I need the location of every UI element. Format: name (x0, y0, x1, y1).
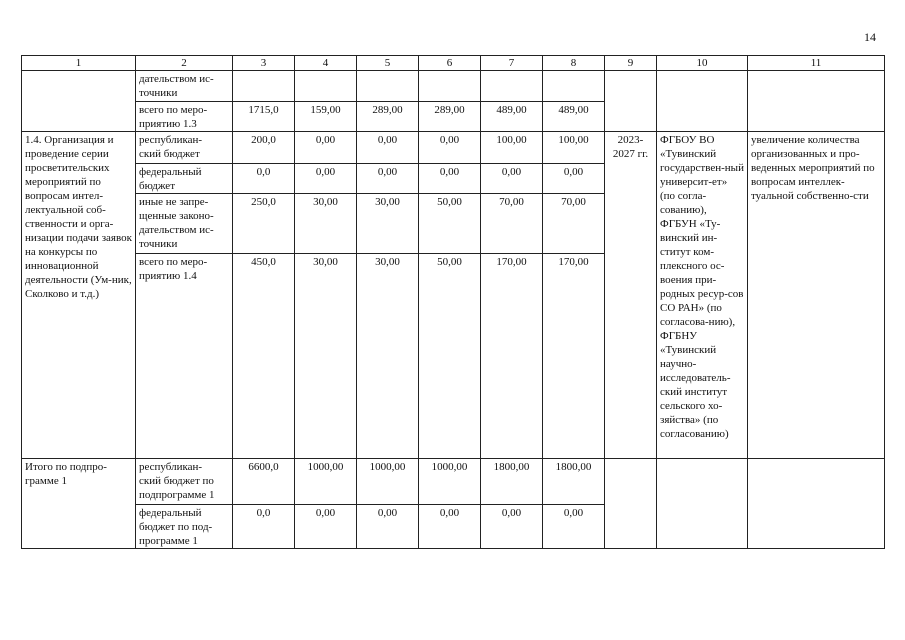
value-cell (419, 71, 481, 102)
value-cell: 50,00 (419, 254, 481, 459)
event-name-cell (22, 71, 136, 132)
value-cell (233, 71, 295, 102)
value-cell: 170,00 (543, 254, 605, 459)
header-cell: 11 (748, 56, 885, 71)
header-cell: 10 (657, 56, 748, 71)
value-cell: 100,00 (543, 132, 605, 164)
value-cell: 1800,00 (481, 459, 543, 505)
result-cell (748, 71, 885, 132)
value-cell: 0,00 (419, 164, 481, 194)
value-cell: 1000,00 (357, 459, 419, 505)
value-cell: 1715,0 (233, 102, 295, 132)
period-cell: 2023- 2027 гг. (605, 132, 657, 459)
value-cell: 1000,00 (419, 459, 481, 505)
header-cell: 3 (233, 56, 295, 71)
value-cell: 0,00 (481, 164, 543, 194)
header-cell: 5 (357, 56, 419, 71)
value-cell: 70,00 (481, 194, 543, 254)
header-cell: 1 (22, 56, 136, 71)
header-cell: 6 (419, 56, 481, 71)
executor-cell (657, 71, 748, 132)
funding-source: всего по меро- приятию 1.4 (136, 254, 233, 459)
page-number: 14 (864, 30, 876, 44)
value-cell: 0,0 (233, 164, 295, 194)
header-cell: 7 (481, 56, 543, 71)
value-cell: 0,00 (419, 132, 481, 164)
header-row (22, 56, 885, 71)
value-cell: 0,00 (543, 505, 605, 549)
value-cell: 1000,00 (295, 459, 357, 505)
value-cell: 30,00 (295, 194, 357, 254)
value-cell: 1800,00 (543, 459, 605, 505)
value-cell: 0,00 (357, 505, 419, 549)
table-row (22, 132, 885, 164)
value-cell: 30,00 (295, 254, 357, 459)
value-cell: 0,00 (419, 505, 481, 549)
value-cell: 50,00 (419, 194, 481, 254)
funding-source: иные не запре- щенные законо- дательством ис- точники (136, 194, 233, 254)
header-cell: 9 (605, 56, 657, 71)
value-cell: 0,00 (481, 505, 543, 549)
period-cell (605, 459, 657, 549)
result-cell (748, 459, 885, 549)
value-cell: 0,00 (295, 505, 357, 549)
program-table (21, 55, 885, 549)
value-cell: 250,0 (233, 194, 295, 254)
value-cell: 100,00 (481, 132, 543, 164)
header-cell: 2 (136, 56, 233, 71)
value-cell: 0,00 (543, 164, 605, 194)
value-cell: 289,00 (357, 102, 419, 132)
value-cell: 489,00 (543, 102, 605, 132)
funding-source: республикан- ский бюджет (136, 132, 233, 164)
value-cell: 30,00 (357, 194, 419, 254)
value-cell: 289,00 (419, 102, 481, 132)
value-cell: 0,00 (295, 132, 357, 164)
value-cell: 0,00 (295, 164, 357, 194)
value-cell: 30,00 (357, 254, 419, 459)
header-cell: 8 (543, 56, 605, 71)
funding-source: дательством ис- точники (136, 71, 233, 102)
executor-cell: ФГБОУ ВО «Тувинский государствен-ный университ-ет» (по согла-сованию), ФГБУН «Ту-винский ин-ститут ком-плексного ос-воения при-родных ресур-сов СО РАН» (по согласова-нию), ФГБНУ «Тувинский научно-исследователь-ский институт сельского хо-зяйства» (по согласованию) (657, 132, 748, 459)
value-cell: 489,00 (481, 102, 543, 132)
funding-source: всего по меро- приятию 1.3 (136, 102, 233, 132)
value-cell: 70,00 (543, 194, 605, 254)
event-name-cell: 1.4. Организация и проведение серии просветительских мероприятий по вопросам интел-лектуальной соб-ственности и орга-низации подачи заявок на конкурсы по инновационной деятельности (Ум-ник, Сколково и т.д.) (22, 132, 136, 459)
executor-cell (657, 459, 748, 549)
funding-source: республикан- ский бюджет по подпрограмме 1 (136, 459, 233, 505)
header-cell: 4 (295, 56, 357, 71)
value-cell (543, 71, 605, 102)
period-cell (605, 71, 657, 132)
funding-source: федеральный бюджет по под- программе 1 (136, 505, 233, 549)
value-cell: 0,00 (357, 164, 419, 194)
result-cell: увеличение количества организованных и про-веденных мероприятий по вопросам интеллек-туальной собственно-сти (748, 132, 885, 459)
value-cell (295, 71, 357, 102)
value-cell: 200,0 (233, 132, 295, 164)
event-name-cell: Итого по подпро- грамме 1 (22, 459, 136, 549)
value-cell (481, 71, 543, 102)
value-cell: 6600,0 (233, 459, 295, 505)
funding-source: федеральный бюджет (136, 164, 233, 194)
table-row (22, 71, 885, 102)
value-cell: 0,00 (357, 132, 419, 164)
value-cell: 450,0 (233, 254, 295, 459)
value-cell: 159,00 (295, 102, 357, 132)
table-row (22, 459, 885, 505)
value-cell: 170,00 (481, 254, 543, 459)
value-cell: 0,0 (233, 505, 295, 549)
value-cell (357, 71, 419, 102)
